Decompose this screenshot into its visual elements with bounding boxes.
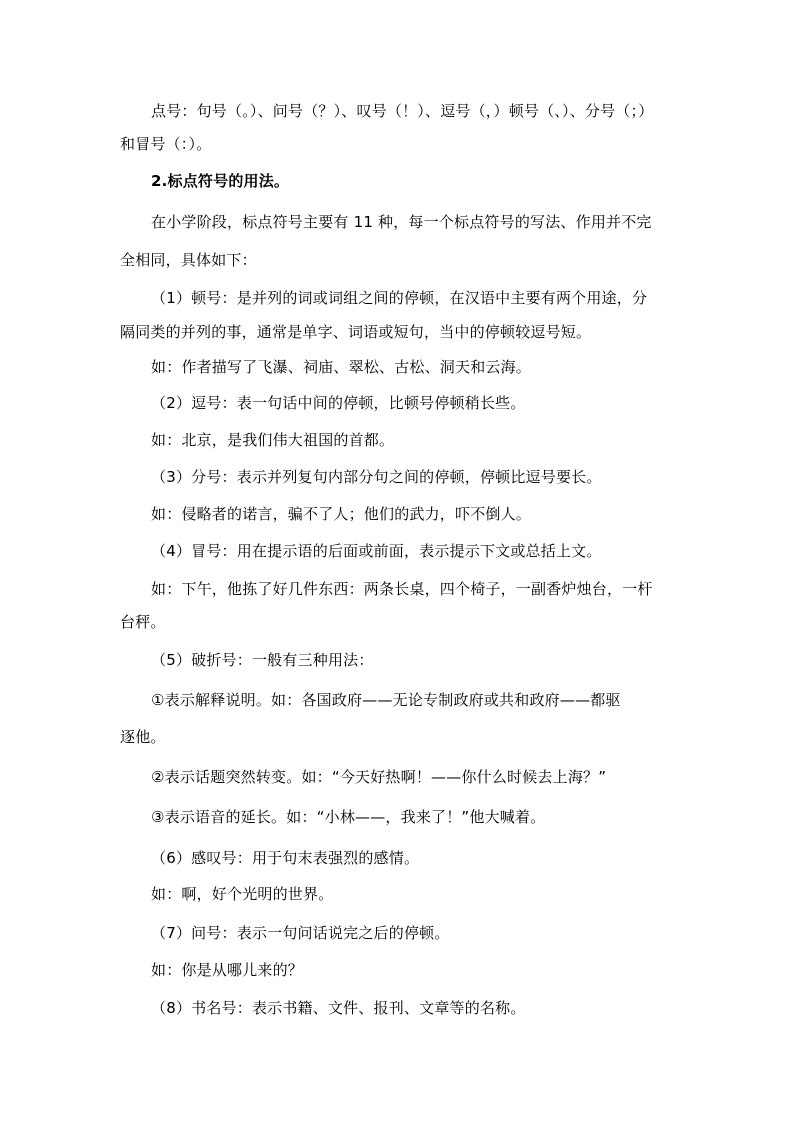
item7-example: 如：你是从哪儿来的？ [151, 961, 304, 979]
item4-definition: （4）冒号：用在提示语的后面或前面，表示提示下文或总括上文。 [151, 542, 602, 560]
item1-line-2: 隔同类的并列的事，通常是单字、词语或短句，当中的停顿较逗号短。 [120, 323, 592, 341]
item5-use3: ③表示语音的延长。如：“小林——，我来了！”他大喊着。 [151, 808, 546, 826]
paragraph-line-2: 全相同，具体如下： [120, 251, 257, 269]
intro-line-2: 和冒号（：）。 [120, 135, 212, 153]
item5-use1-line-1: ①表示解释说明。如：各国政府——无论专制政府或共和政府——都驱 [151, 691, 621, 709]
item2-definition: （2）逗号：表一句话中间的停顿，比顿号停顿稍长些。 [151, 394, 526, 412]
item5-use2: ②表示话题突然转变。如：“今天好热啊！——你什么时候去上海？” [151, 768, 607, 786]
item7-definition: （7）问号：表示一句问话说完之后的停顿。 [151, 924, 450, 942]
item1-line-1: （1）顿号：是并列的词或词组之间的停顿，在汉语中主要有两个用途，分 [151, 289, 648, 307]
item4-example-line-1: 如：下午，他拣了好几件东西：两条长桌，四个椅子，一副香炉烛台，一杆 [151, 580, 653, 598]
item4-example-line-2: 台秤。 [120, 613, 166, 631]
section-heading: 2.标点符号的用法。 [151, 172, 290, 190]
item1-example: 如：作者描写了飞瀑、祠庙、翠松、古松、洞天和云海。 [151, 358, 532, 376]
item2-example: 如：北京，是我们伟大祖国的首都。 [151, 431, 395, 449]
paragraph-line-1: 在小学阶段，标点符号主要有 11 种，每一个标点符号的写法、作用并不完 [151, 213, 652, 231]
item5-use1-line-2: 逐他。 [120, 728, 166, 746]
item3-example: 如：侵略者的诺言，骗不了人；他们的武力，吓不倒人。 [151, 505, 532, 523]
item6-definition: （6）感叹号：用于句末表强烈的感情。 [151, 849, 420, 867]
item6-example: 如：啊，好个光明的世界。 [151, 885, 334, 903]
intro-line-1: 点号：句号（。）、问号（？）、叹号（！）、逗号（，）顿号（、）、分号（；） [151, 102, 654, 120]
item8-definition: （8）书名号：表示书籍、文件、报刊、文章等的名称。 [151, 999, 526, 1017]
item5-definition: （5）破折号：一般有三种用法： [151, 651, 374, 669]
item3-definition: （3）分号：表示并列复句内部分句之间的停顿，停顿比逗号要长。 [151, 468, 602, 486]
